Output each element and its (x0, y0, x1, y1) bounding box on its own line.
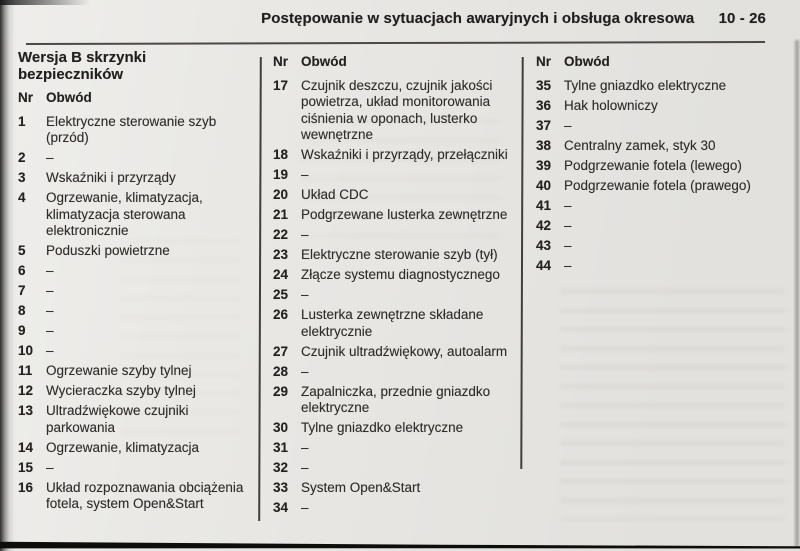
fuse-circuit: Wycieraczka szyby tylnej (46, 383, 196, 398)
fuse-rows (273, 78, 519, 517)
fuse-row (18, 303, 254, 320)
fuse-row (273, 187, 519, 204)
column-header-nr: Nr (273, 54, 289, 69)
fuse-number: 12 (18, 383, 34, 398)
fuse-number: 21 (273, 207, 289, 222)
fuse-row (536, 178, 789, 195)
fuse-number: 43 (536, 237, 552, 253)
scan-right-edge (795, 40, 799, 547)
fuse-number: 22 (273, 227, 289, 242)
fuse-circuit: Zapalniczka, przednie gniazdko elektryczne (301, 383, 491, 415)
fuse-row (273, 78, 519, 144)
fuse-number: 25 (273, 287, 289, 302)
fuse-circuit: Ogrzewanie, klimatyzacja, klimatyzacja sterowana elektronicznie (46, 190, 203, 238)
fuse-circuit: Podgrzewanie fotela (prawego) (564, 177, 751, 193)
fuse-row (18, 363, 254, 380)
fuse-number: 32 (273, 460, 289, 475)
fuse-row (18, 460, 254, 477)
fuse-rows (18, 114, 254, 513)
fuse-number: 42 (536, 217, 552, 233)
column-header-circuit: Obwód (564, 54, 610, 69)
page-header (261, 10, 766, 27)
table-header (536, 54, 789, 71)
fuse-row (18, 263, 254, 280)
fuse-circuit: Elektryczne sterowanie szyb (tył) (301, 247, 498, 262)
fuse-column-2 (273, 54, 519, 520)
fuse-number: 3 (18, 170, 26, 185)
fuse-row (18, 343, 254, 360)
fuse-row (536, 218, 789, 235)
fuse-row (536, 78, 789, 95)
fuse-circuit: Czujnik deszczu, czujnik jakości powietrza, układ monitorowania ciśnienia w oponach, lusterko wewnętrzne (301, 77, 493, 142)
fuse-circuit: – (301, 363, 309, 379)
fuse-circuit: Hak holowniczy (564, 97, 658, 113)
fuse-number: 30 (273, 420, 289, 435)
fuse-number: 40 (536, 177, 552, 193)
fuse-row (273, 440, 519, 457)
fuse-number: 19 (273, 167, 289, 182)
fuse-number: 10 (18, 343, 34, 358)
fuse-circuit: Lusterka zewnętrzne składane elektrycznie (301, 307, 484, 339)
fuse-number: 44 (536, 257, 552, 273)
fuse-circuit: Tylne gniazdko elektryczne (301, 420, 464, 435)
fuse-row (18, 243, 254, 260)
fuse-number: 29 (273, 383, 289, 399)
fuse-circuit: – (46, 150, 54, 165)
fuse-circuit: Czujnik ultradźwiękowy, autoalarm (301, 343, 508, 359)
column-header-circuit: Obwód (301, 54, 347, 69)
fuse-number: 5 (18, 243, 26, 258)
fuse-row (536, 158, 789, 175)
fuse-circuit: Wskaźniki i przyrządy (46, 170, 176, 185)
fuse-circuit: – (46, 303, 54, 318)
fuse-row (18, 383, 254, 400)
fuse-circuit: Wskaźniki i przyrządy, przełączniki (301, 147, 508, 162)
fuse-row (18, 440, 254, 457)
fuse-number: 7 (18, 283, 26, 298)
fuse-row (273, 364, 519, 381)
fuse-row (536, 198, 789, 215)
fuse-row (18, 170, 254, 187)
fuse-number: 8 (18, 303, 26, 318)
fuse-row (273, 384, 519, 417)
column-header-nr: Nr (18, 90, 34, 105)
fuse-number: 31 (273, 440, 289, 455)
fuse-circuit: – (301, 440, 309, 455)
fuse-number: 17 (273, 77, 289, 93)
fuse-number: 37 (536, 117, 552, 133)
fuse-circuit: Podgrzewanie fotela (lewego) (564, 157, 742, 173)
fuse-row (273, 500, 519, 517)
fuse-row (273, 480, 519, 497)
fuse-circuit: – (46, 283, 54, 298)
fuse-circuit: – (564, 217, 572, 233)
fuse-circuit: Układ rozpoznawania obciążenia fotela, system Open&Start (46, 479, 244, 511)
fuse-number: 28 (273, 363, 289, 379)
fuse-row (273, 247, 519, 264)
fuse-circuit: – (301, 287, 309, 302)
scan-top-edge (0, 0, 90, 5)
fuse-circuit: – (564, 117, 572, 133)
fuse-number: 27 (273, 343, 289, 359)
fuse-row (273, 207, 519, 224)
fuse-number: 9 (18, 323, 26, 338)
fuse-number: 33 (273, 480, 289, 495)
fuse-number: 18 (273, 147, 289, 162)
fuse-circuit: Poduszki powietrzne (46, 243, 170, 258)
fuse-number: 38 (536, 137, 552, 153)
scan-bottom-edge (0, 541, 800, 550)
fuse-circuit: – (301, 500, 309, 515)
header-rule (26, 41, 765, 45)
fuse-row (536, 98, 789, 115)
fuse-circuit: Podgrzewane lusterka zewnętrzne (301, 207, 508, 222)
fuse-row (536, 238, 789, 255)
fuse-number: 20 (273, 187, 289, 202)
fuse-row (273, 344, 519, 361)
fuse-row (273, 267, 519, 284)
fuse-row (18, 480, 254, 513)
fuse-number: 16 (18, 479, 34, 495)
fuse-row (273, 420, 519, 437)
fuse-circuit: Tylne gniazdko elektryczne (564, 77, 727, 93)
page-header-title: Postępowanie w sytuacjach awaryjnych i obsługa okresowa (261, 10, 695, 27)
column-header-nr: Nr (536, 54, 552, 69)
fuse-number: 36 (536, 97, 552, 113)
section-title: Wersja B skrzynki bezpieczników (18, 49, 147, 83)
fuse-row (273, 460, 519, 477)
fuse-row (18, 114, 254, 147)
fuse-circuit: – (46, 263, 54, 278)
page-number: 10 - 26 (718, 10, 766, 27)
column-divider (258, 57, 262, 521)
fuse-row (18, 283, 254, 300)
fuse-row (18, 323, 254, 340)
fuse-number: 35 (536, 77, 552, 93)
fuse-number: 26 (273, 307, 289, 322)
fuse-circuit: – (46, 323, 54, 338)
fuse-column-3 (536, 54, 789, 278)
fuse-circuit: – (46, 343, 54, 358)
fuse-number: 4 (18, 190, 26, 205)
fuse-row (273, 147, 519, 164)
fuse-circuit: Ogrzewanie szyby tylnej (46, 363, 192, 378)
fuse-row (273, 287, 519, 304)
fuse-number: 1 (18, 113, 26, 129)
fuse-number: 11 (18, 363, 33, 378)
scan-left-edge (0, 0, 15, 551)
fuse-row (18, 190, 254, 240)
fuse-row (18, 150, 254, 167)
fuse-number: 34 (273, 500, 289, 515)
fuse-number: 41 (536, 197, 552, 213)
fuse-row (273, 307, 519, 340)
fuse-circuit: Ultradźwiękowe czujniki parkowania (46, 403, 189, 435)
column-divider (520, 57, 523, 469)
fuse-circuit: Ogrzewanie, klimatyzacja (46, 439, 200, 455)
fuse-row (536, 138, 789, 155)
fuse-number: 24 (273, 267, 289, 282)
fuse-circuit: System Open&Start (301, 480, 421, 495)
fuse-row (536, 118, 789, 135)
fuse-circuit: – (301, 227, 309, 242)
fuse-row (273, 167, 519, 184)
fuse-number: 15 (18, 459, 34, 475)
fuse-column-1 (18, 50, 254, 516)
bleed-through-texture (560, 290, 785, 520)
column-header-circuit: Obwód (46, 90, 92, 105)
table-header (18, 90, 254, 107)
fuse-row (18, 403, 254, 436)
fuse-circuit: – (46, 459, 54, 475)
fuse-circuit: – (564, 237, 572, 253)
fuse-circuit: – (564, 197, 572, 213)
fuse-number: 23 (273, 247, 289, 262)
fuse-circuit: Elektryczne sterowanie szyb (przód) (46, 113, 217, 145)
fuse-circuit: Złącze systemu diagnostycznego (301, 267, 500, 282)
fuse-row (536, 258, 789, 275)
fuse-row (273, 227, 519, 244)
fuse-number: 14 (18, 439, 34, 455)
table-header (273, 54, 519, 71)
fuse-circuit: Centralny zamek, styk 30 (564, 137, 716, 153)
fuse-circuit: – (301, 460, 309, 475)
fuse-number: 2 (18, 150, 26, 165)
fuse-circuit: Układ CDC (301, 187, 369, 202)
fuse-number: 6 (18, 263, 26, 278)
fuse-circuit: – (564, 257, 572, 273)
fuse-number: 39 (536, 157, 552, 173)
fuse-circuit: – (301, 167, 309, 182)
fuse-rows (536, 78, 789, 275)
fuse-number: 13 (18, 403, 34, 418)
